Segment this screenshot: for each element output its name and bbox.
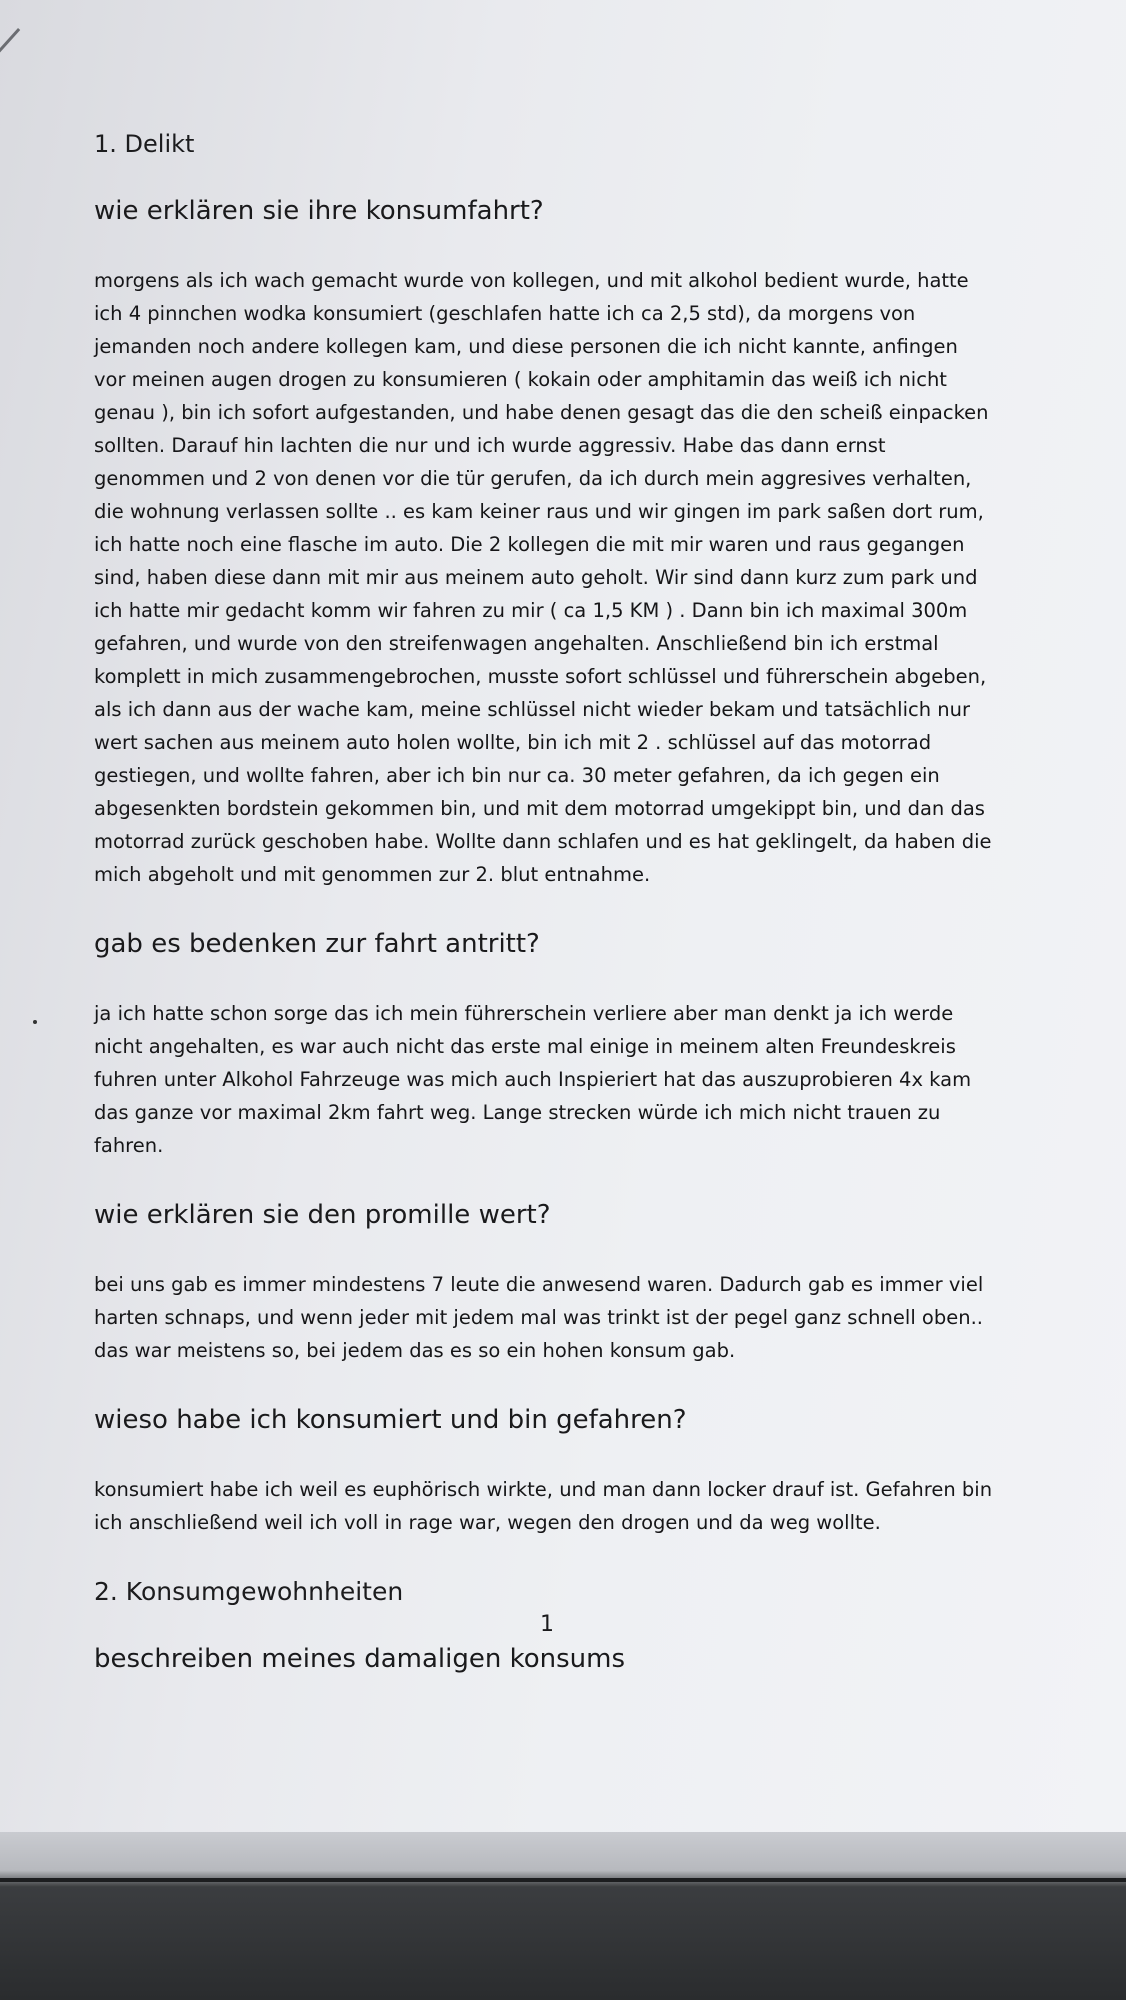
question-konsumfahrt: wie erklären sie ihre konsumfahrt? [94, 196, 544, 226]
ink-dot [33, 1020, 37, 1024]
pen-mark [0, 28, 20, 70]
document-body [94, 130, 994, 1712]
desk-surface [0, 1887, 1126, 2000]
answer-bedenken: ja ich hatte schon sorge das ich mein führerschein verliere aber man denkt ja ich werde nicht angehalten, es war auch nicht das erste mal einige in meinem alten Freundeskreis fuhren unter Alkohol Fahrzeuge was mich auch Inspieriert hat das auszuprobieren 4x kam das ganze vor maximal 2km fahrt weg. Lange strecken würde ich mich nicht trauen zu fahren. [94, 1002, 972, 1157]
answer-wieso: konsumiert habe ich weil es euphörisch wirkte, und man dann locker drauf ist. Gefahren bin ich anschließend weil ich voll in rage war, wegen den drogen und da weg wollte. [94, 1478, 993, 1534]
paper-edge-shadow [0, 1878, 1126, 1882]
page-number: 1 [540, 1612, 554, 1637]
question-promille: wie erklären sie den promille wert? [94, 1200, 551, 1230]
question-damaliger-konsum: beschreiben meines damaligen konsums [94, 1644, 626, 1674]
answer-konsumfahrt: morgens als ich wach gemacht wurde von kollegen, und mit alkohol bedient wurde, hatte ich 4 pinnchen wodka konsumiert (geschlafen hatte ich ca 2,5 std), da morgens von jemanden noch andere kollegen kam, und diese personen die ich nicht kannte, anfingen vor meinen augen drogen zu konsumieren ( kokain oder amphitamin das weiß ich nicht genau ), bin ich sofort aufgestanden, und habe denen gesagt das die den scheiß einpacken sollten. Darauf hin lachten die nur und ich wurde aggressiv. Habe das dann ernst genommen und 2 von denen vor die tür gerufen, da ich durch mein aggresives verhalten, die wohnung verlassen sollte .. es kam keiner raus und wir gingen im park saßen dort rum, ich hatte noch eine flasche im auto. Die 2 kollegen die mit mir waren und raus gegangen sind, haben diese dann mit mir aus meinem auto geholt. Wir sind dann kurz zum park und ich hatte mir gedacht komm wir fahren zu mir ( ca 1,5 KM ) . Dann bin ich maximal 300m gefahren, und wurde von den streifenwagen angehalten. Anschließend bin ich erstmal komplett in mich zusammengebrochen, musste sofort schlüssel und führerschein abgeben, als ich dann aus der wache kam, meine schlüssel nicht wieder bekam und tatsächlich nur wert sachen aus meinem auto holen wollte, bin ich mit 2 . schlüssel auf das motorrad gestiegen, und wollte fahren, aber ich bin nur ca. 30 meter gefahren, da ich gegen ein abgesenkten bordstein gekommen bin, und mit dem motorrad umgekippt bin, und dan das motorrad zurück geschoben habe. Wollte dann schlafen und es hat geklingelt, da haben die mich abgeholt und mit genommen zur 2. blut entnahme. [94, 269, 992, 886]
section-heading-konsumgewohnheiten: 2. Konsumgewohnheiten [94, 1577, 404, 1606]
section-heading-delikt: 1. Delikt [94, 130, 195, 158]
question-wieso: wieso habe ich konsumiert und bin gefahren? [94, 1405, 687, 1435]
question-bedenken: gab es bedenken zur fahrt antritt? [94, 929, 540, 959]
answer-promille: bei uns gab es immer mindestens 7 leute die anwesend waren. Dadurch gab es immer viel harten schnaps, und wenn jeder mit jedem mal was trinkt ist der pegel ganz schnell oben.. das war meistens so, bei jedem das es so ein hohen konsum gab. [94, 1273, 984, 1362]
